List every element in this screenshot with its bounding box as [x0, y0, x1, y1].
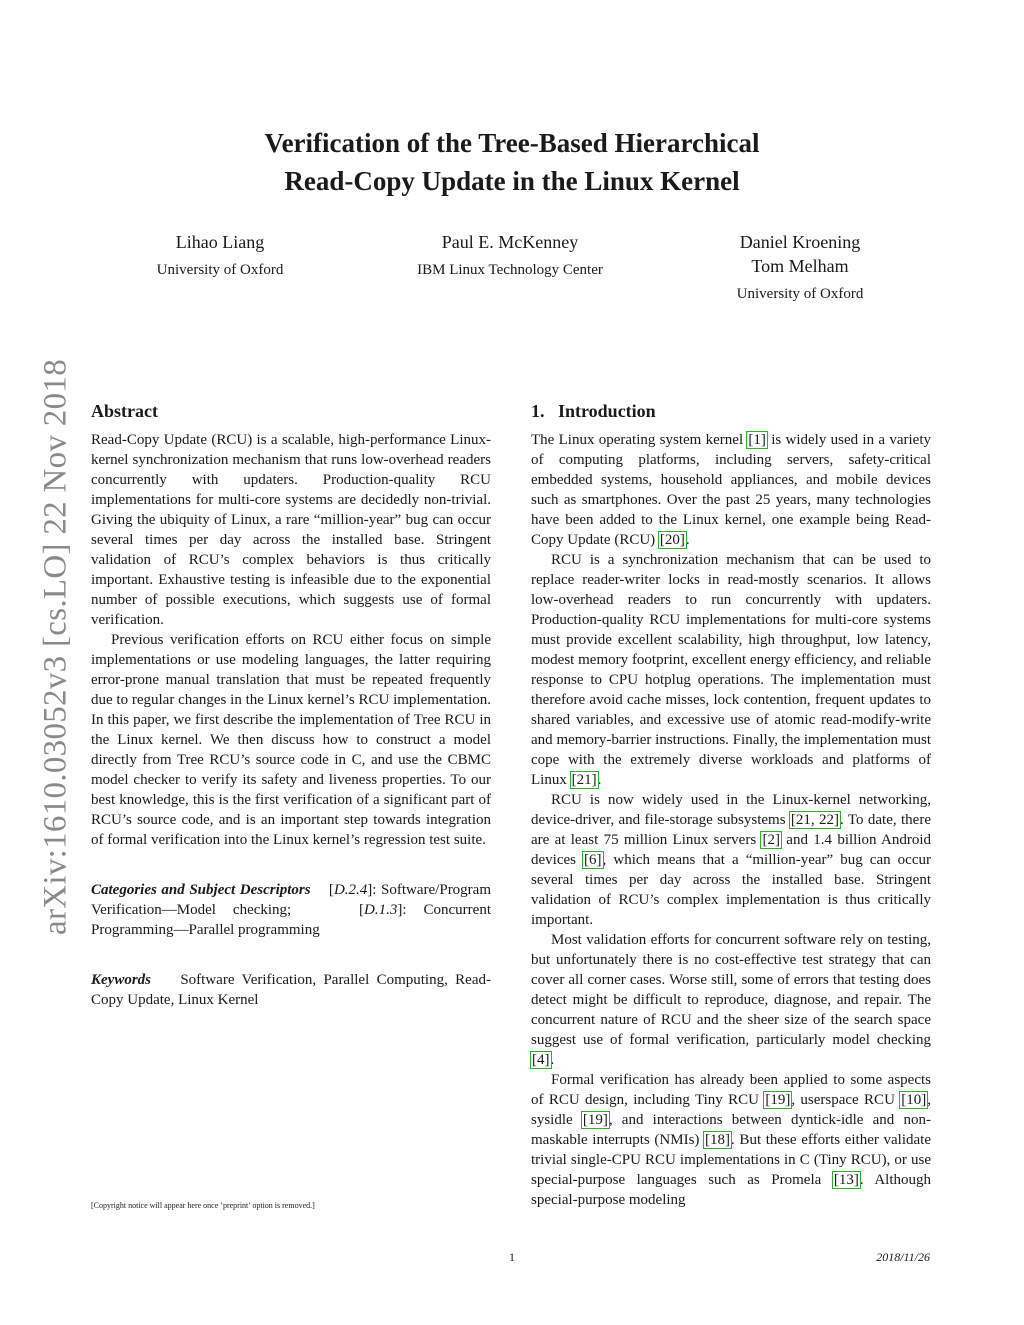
- abstract-paragraph-1: Read-Copy Update (RCU) is a scalable, high-performance Linux-kernel synchronization mechanism that runs low-overhead readers concurrently with updaters. Production-quality RCU implementations for multi-core systems are decidedly non-trivial. Giving the ubiquity of Linux, a rare “million-year” bug can occur several times per day across the installed base. Stringent validation of RCU’s complex behaviors is thus critically important. Exhaustive testing is infeasible due to the exponential number of possible executions, which suggests use of formal verification.: [91, 432, 491, 628]
- categories-label: Categories and Subject Descriptors: [91, 882, 311, 898]
- author-affiliation: University of Oxford: [156, 262, 284, 278]
- citation-link[interactable]: [21, 22]: [790, 812, 840, 828]
- footer-date: 2018/11/26: [876, 1250, 930, 1264]
- author-name: Daniel Kroening: [739, 232, 861, 252]
- author-block-3: [700, 230, 900, 304]
- author-name: Lihao Liang: [175, 232, 265, 252]
- citation-link[interactable]: [10]: [901, 1092, 927, 1108]
- intro-paragraph-2: RCU is a synchronization mechanism that can be used to replace reader-writer locks in read-mostly scenarios. It allows low-overhead readers to run concurrently with updaters. Production-quality RCU implementations for multi-core systems must provide excellent scalability, high throughput, low latency, modest memory footprint, excellent energy efficiency, and reliable response to CPU hotplug operations. The implementation must therefore avoid cache misses, lock contention, frequent updates to shared variables, and excessive use of atomic read-modify-write and memory-barrier instructions. Finally, the implementation must cope with the extremely diverse workloads and platforms of Linux [21].: [531, 552, 931, 788]
- citation-link[interactable]: [1]: [748, 432, 766, 448]
- author-affiliation: University of Oxford: [736, 286, 864, 302]
- arxiv-stamp: arXiv:1610.03052v3 [cs.LO] 22 Nov 2018: [37, 359, 74, 935]
- citation-link[interactable]: [21]: [571, 772, 597, 788]
- citation-link[interactable]: [19]: [582, 1112, 608, 1128]
- citation-link[interactable]: [18]: [705, 1132, 731, 1148]
- paper-title: [0, 124, 1024, 200]
- author-name: Paul E. McKenney: [441, 232, 579, 252]
- categories-ref-1: D.2.4: [333, 882, 368, 898]
- keywords-text: Software Verification, Parallel Computing, Read-Copy Update, Linux Kernel: [91, 972, 491, 1008]
- intro-paragraph-4: Most validation efforts for concurrent software rely on testing, but unfortunately there is no cost-effective test strategy that can cover all corner cases. Worse still, some of errors that testing does detect might be difficult to reproduce, diagnose, and repair. The concurrent nature of RCU and the sheer size of the search space suggest use of formal verification, particularly model checking [4].: [531, 932, 931, 1068]
- intro-paragraph-1: The Linux operating system kernel [1] is widely used in a variety of computing platforms, including servers, safety-critical embedded systems, household appliances, and mobile devices such as smartphones. Over the past 25 years, many technologies have been added to the Linux kernel, one example being Read-Copy Update (RCU) [20].: [531, 432, 931, 548]
- citation-link[interactable]: [19]: [765, 1092, 791, 1108]
- categories-text-2: : Concurrent Programming—Parallel programming: [91, 902, 491, 938]
- title-line-1: Verification of the Tree-Based Hierarchical: [264, 128, 760, 158]
- citation-link[interactable]: [6]: [584, 852, 602, 868]
- keywords: [91, 970, 491, 1010]
- citation-link[interactable]: [2]: [762, 832, 780, 848]
- citation-link[interactable]: [4]: [532, 1052, 550, 1068]
- author-name-2: Tom Melham: [751, 256, 849, 276]
- page-number: 1: [509, 1250, 515, 1264]
- intro-paragraph-3: RCU is now widely used in the Linux-kernel networking, device-driver, and file-storage subsystems [21, 22]. To date, there are at least 75 million Linux servers [2] and 1.4 billion Android devices [6], which means that a “million-year” bug can occur several times per day across the installed base. Stringent validation of RCU’s complex implementation is thus critically important.: [531, 792, 931, 928]
- title-line-2: Read-Copy Update in the Linux Kernel: [284, 166, 740, 196]
- copyright-notice: [Copyright notice will appear here once ’preprint’ option is removed.]: [91, 1201, 315, 1210]
- keywords-label: Keywords: [91, 972, 151, 988]
- author-block-1: [120, 230, 320, 280]
- categories-text-1: : Software/Program Verification—Model checking;: [91, 882, 492, 918]
- right-column: [531, 400, 931, 1210]
- left-column: [91, 400, 491, 1010]
- citation-link[interactable]: [13]: [833, 1172, 859, 1188]
- citation-link[interactable]: [20]: [659, 532, 685, 548]
- categories-descriptors: Categories and Subject Descriptors [D.2.4]: Software/Program Verification—Model checking; [D.1.3]: Concurrent Programming—Parallel programming: [91, 882, 492, 938]
- abstract-heading: Abstract: [91, 401, 158, 421]
- author-block-2: [380, 230, 640, 280]
- author-affiliation: IBM Linux Technology Center: [417, 262, 603, 278]
- categories-ref-2: D.1.3: [364, 902, 398, 918]
- intro-heading: 1. Introduction: [531, 401, 656, 421]
- intro-paragraph-5: Formal verification has already been applied to some aspects of RCU design, including Tiny RCU [19], userspace RCU [10], sysidle [19], and interactions between dyntick-idle and non-maskable interrupts (NMIs) [18]. But these efforts either validate trivial single-CPU RCU implementations in C (Tiny RCU), or use special-purpose languages such as Promela [13]. Although special-purpose modeling: [531, 1072, 932, 1208]
- abstract-paragraph-2: Previous verification efforts on RCU either focus on simple implementations or use modeling languages, the latter requiring error-prone manual translation that must be repeated frequently due to regular changes in the Linux kernel’s RCU implementation. In this paper, we first describe the implementation of Tree RCU in the Linux kernel. We then discuss how to construct a model directly from Tree RCU’s source code in C, and use the CBMC model checker to verify its safety and liveness properties. To our best knowledge, this is the first verification of a significant part of RCU’s source code, and is an important step towards integration of formal verification into the Linux kernel’s regression test suite.: [91, 632, 491, 848]
